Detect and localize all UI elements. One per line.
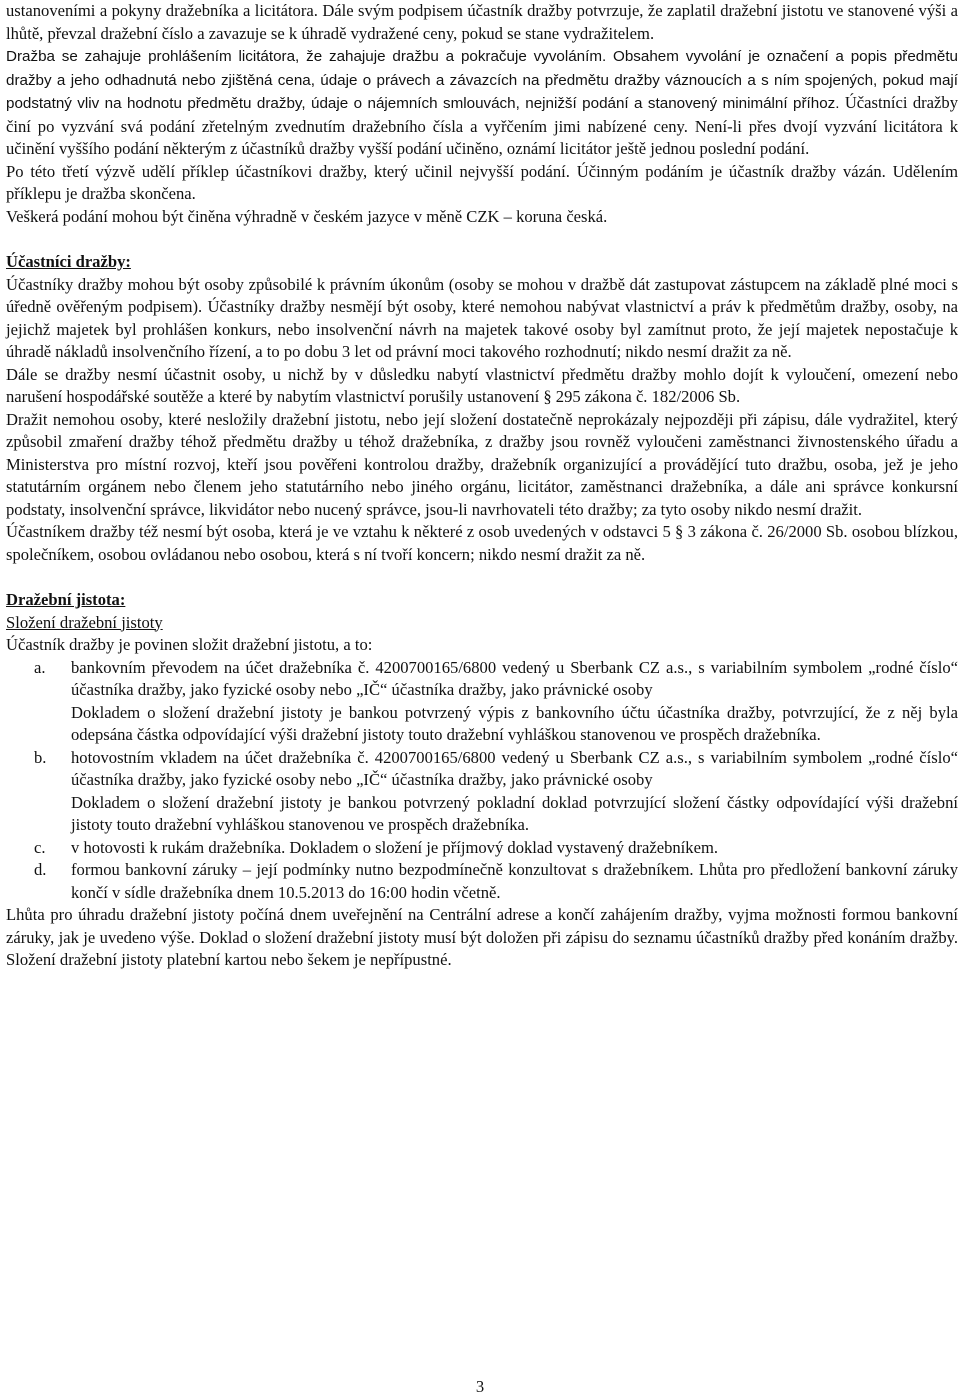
intro-paragraph-2-c: Není-li přes dvojí vyzvání licitátora k učinění vyššího podání některým z účastníků dražby vyšší podání učiněno, oznámí licitátor ještě jednou poslední podání. xyxy=(6,116,958,158)
intro-paragraph-3 xyxy=(6,161,958,206)
jistota-closing-paragraph: Lhůta pro úhradu dražební jistoty počíná dnem uveřejnění na Centrální adrese a končí zahájením dražby, vyjma možnosti formou bankovní záruky, jak je uvedeno výše. Doklad o složení dražební jistoty musí být doložen při zápisu do seznamu účastníků dražby před konáním dražby. Složení dražební jistoty platební kartou nebo šekem je nepřípustné. xyxy=(6,905,958,969)
list-marker: b. xyxy=(34,747,47,767)
section-gap xyxy=(6,228,958,251)
jistota-heading: Dražební jistota: xyxy=(6,590,126,609)
jistota-lead: Účastník dražby je povinen složit dražební jistotu, a to: xyxy=(6,635,373,654)
section-gap xyxy=(6,566,958,589)
page-number: 3 xyxy=(475,1377,485,1396)
intro-paragraph-2-sans: Dražba se zahajuje prohlášením licitátora, že zahajuje dražbu a pokračuje vyvoláním. Obsahem vyvolání je označení a popis předmětu dražby a jeho odhadnutá nebo zjištěná cena, údaje o právech a závazcích na předmětu dražby váznoucích a s ním spojených, pokud mají podstatný vliv na hodnotu předmětu dražby, údaje o nájemních smlouvách, nejnižší podání a stanovený minimální příhoz. xyxy=(6,48,958,112)
list-item-text: bankovním převodem na účet dražebníka č. 4200700165/6800 vedený u Sberbank CZ a.s., s variabilním symbolem „rodné číslo“ účastníka dražby, jako fyzické osoby nebo „IČ“ účastníka dražby, jako právnické osoby xyxy=(71,657,958,699)
ucastnici-paragraph-4: Účastníkem dražby též nesmí být osoba, která je ve vztahu k některé z osob uvedených v odstavci 5 § 3 zákona č. 26/2000 Sb. osobou blízkou, společníkem, osobou ovládanou nebo osobou, která s ní tvoří koncern; nikdo nesmí dražit za ně. xyxy=(6,522,958,564)
jistota-methods-list xyxy=(6,657,958,905)
intro-paragraph-4: Veškerá podání mohou být činěna výhradně v českém jazyce v měně CZK – koruna česká. xyxy=(6,206,608,226)
list-item-text: formou bankovní záruky – její podmínky nutno bezpodmínečně konzultovat s dražebníkem. Lhůta pro předložení bankovní záruky končí v sídle dražebníka dnem 10.5.2013 do 16:00 hodin včetně. xyxy=(71,860,958,902)
intro-paragraph-2 xyxy=(6,45,958,161)
list-item-body xyxy=(71,657,958,747)
list-item-text: hotovostním vkladem na účet dražebníka č. 4200700165/6800 vedený u Sberbank CZ a.s., s variabilním symbolem „rodné číslo“ účastníka dražby, jako fyzické osoby nebo „IČ“ účastníka dražby, jako právnické osoby xyxy=(71,747,958,789)
list-item-text: v hotovosti k rukám dražebníka. Dokladem o složení je příjmový doklad vystavený dražebníkem. xyxy=(71,837,718,857)
intro-paragraph-2-b: Účastníci dražby činí po vyzvání svá podání zřetelným zvednutím dražebního čísla a vyřčením jimi nabízené ceny. xyxy=(6,93,958,136)
intro-paragraph-3-a: Po této třetí výzvě udělí příklep účastníkovi dražby, který učinil nejvyšší podání. xyxy=(6,161,570,181)
list-item xyxy=(6,747,958,837)
list-item-body xyxy=(71,837,958,860)
list-item-body xyxy=(71,859,958,904)
ucastnici-paragraph-1: Účastníky dražby mohou být osoby způsobilé k právním úkonům (osoby se mohou v dražbě dát zastupovat zástupcem na základě plné moci s úředně ověřeným podpisem). Účastníky dražby nesmějí být osoby, které nemohou nabývat vlastnictví a práv k předmětům dražby, osoby, na jejichž majetek byl prohlášen konkurs, nebo insolvenční návrh na majetek takové osoby byl zamítnut proto, že její majetek nepostačuje k úhradě nákladů insolvenčního řízení, a to po dobu 3 let od právní moci takového rozhodnutí; nikdo nesmí dražit za ně. xyxy=(6,274,958,361)
list-item xyxy=(6,859,958,904)
list-marker: d. xyxy=(34,860,47,879)
ucastnici-paragraph-3: Dražit nemohou osoby, které nesložily dražební jistotu, nebo její složení dostatečně neprokázaly nejpozději při zápisu, dále vydražitel, který způsobil zmaření dražby téhož předmětu dražby u téhož dražebníka, z dražby jsou rovněž vyloučeni zaměstnanci živnostenského úřadu a Ministerstva pro místní rozvoj, kteří jsou pověřeni kontrolou dražby, dražebník organizující a provádějící tuto dražbu, osoba, jež je jeho statutárním orgánem nebo členem jeho statutárního nebo jiného orgánu, licitátor, zaměstnanci dražebníka, a dále ani správce konkursní podstaty, insolvenční správce, likvidátor nebo nucený správce, jsou-li navrhovateli této dražby; za tyto osoby nikdo nesmí dražit. xyxy=(6,409,958,519)
intro-paragraph-1: ustanoveními a pokyny dražebníka a licitátora. Dále svým podpisem účastník dražby potvrzuje, že zaplatil dražební jistotu ve stanovené výši a lhůtě, převzal dražební číslo a zavazuje se k úhradě vydražené ceny, pokud se stane vydražitelem. xyxy=(6,1,958,43)
ucastnici-heading: Účastníci dražby: xyxy=(6,252,131,271)
list-item xyxy=(6,837,958,860)
list-item xyxy=(6,657,958,747)
list-item-text-2: Dokladem o složení dražební jistoty je bankou potvrzený pokladní doklad potvrzující složení částky odpovídající výši dražební jistoty touto dražební vyhláškou stanovenou ve prospěch dražebníka. xyxy=(71,792,958,834)
ucastnici-paragraph-2: Dále se dražby nesmí účastnit osoby, u nichž by v důsledku nabytí vlastnictví předmětu dražby mohlo dojít k vyloučení, omezení nebo narušení hospodářské soutěže a které by nabytím vlastnictví porušily ustanovení § 295 zákona č. 182/2006 Sb. xyxy=(6,364,958,406)
list-item-body xyxy=(71,747,958,837)
intro-paragraph-3-b: Účinným podáním je účastník dražby vázán. Udělením příklepu je dražba skončena. xyxy=(6,161,959,203)
list-marker: a. xyxy=(34,657,46,677)
list-item-text-2: Dokladem o složení dražební jistoty je bankou potvrzený výpis z bankovního účtu účastníka dražby, potvrzující, že z něj byla odepsána částka odpovídající výši dražební jistoty touto dražební vyhláškou stanovenou ve prospěch dražebníka. xyxy=(71,702,958,744)
document-page xyxy=(6,0,958,972)
jistota-subheading: Složení dražební jistoty xyxy=(6,612,163,632)
list-marker: c. xyxy=(34,837,46,857)
